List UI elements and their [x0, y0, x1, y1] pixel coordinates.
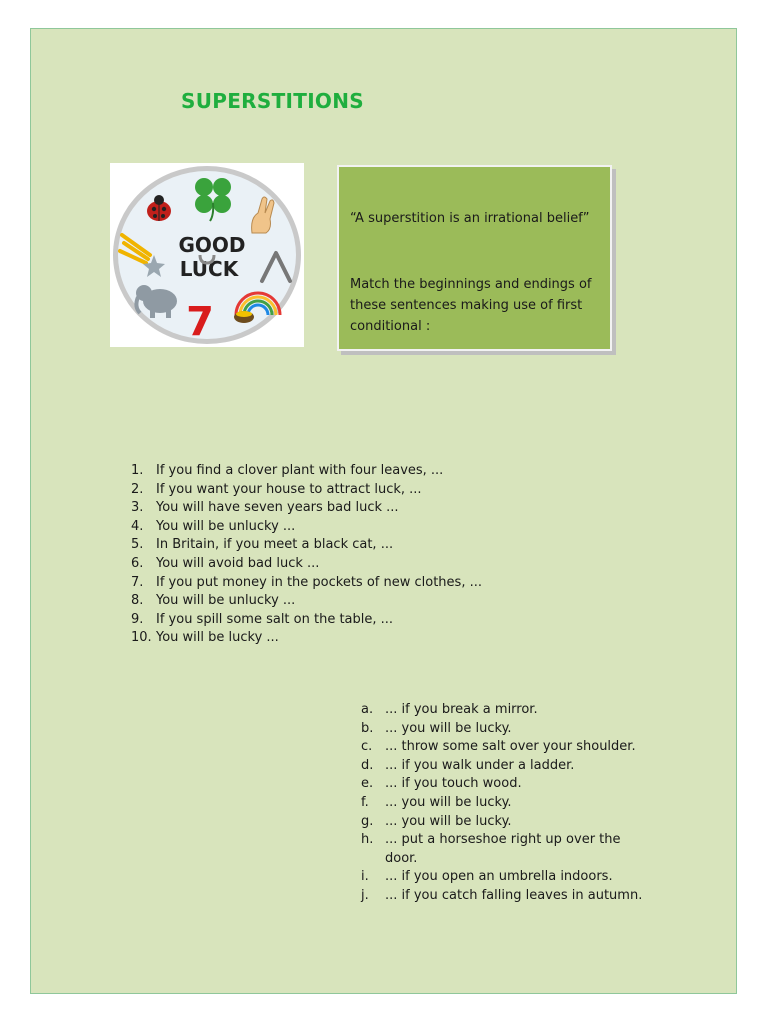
item-number: 7. — [131, 574, 144, 590]
item-text: ... if you walk under a ladder. — [385, 757, 575, 773]
item-letter: j. — [361, 887, 369, 903]
item-text: You will have seven years bad luck ... — [156, 500, 399, 516]
list-item — [131, 518, 482, 537]
list-item — [361, 794, 647, 813]
item-text: You will avoid bad luck ... — [156, 555, 320, 571]
item-number: 5. — [131, 537, 144, 553]
list-item — [131, 592, 482, 611]
item-letter: b. — [361, 720, 374, 736]
item-text: ... if you open an umbrella indoors. — [385, 869, 613, 885]
list-item — [361, 831, 647, 868]
badge-text-good: GOOD — [178, 233, 246, 257]
list-item — [131, 481, 482, 500]
list-item — [131, 462, 482, 481]
list-item — [361, 887, 647, 906]
list-item — [361, 868, 647, 887]
item-text: ... put a horseshoe right up over the door. — [385, 832, 621, 866]
list-item — [131, 629, 482, 648]
list-item — [361, 738, 647, 757]
item-number: 6. — [131, 555, 144, 571]
item-text: ... if you break a mirror. — [385, 702, 538, 717]
item-number: 8. — [131, 593, 144, 609]
list-item — [361, 813, 647, 832]
item-text: In Britain, if you meet a black cat, ... — [156, 537, 394, 553]
item-number: 9. — [131, 611, 144, 627]
item-text: If you spill some salt on the table, ... — [156, 611, 394, 627]
item-letter: f. — [361, 794, 369, 810]
good-luck-badge-image — [110, 163, 304, 347]
item-number: 3. — [131, 500, 144, 516]
item-number: 1. — [131, 463, 144, 478]
item-number: 2. — [131, 481, 144, 497]
item-letter: e. — [361, 776, 374, 792]
list-item — [361, 775, 647, 794]
item-text: If you want your house to attract luck, ... — [156, 481, 422, 497]
superstition-definition-quote: “A superstition is an irrational belief” — [350, 211, 590, 226]
list-item — [131, 499, 482, 518]
page-title: SUPERSTITIONS — [181, 89, 364, 113]
item-text: You will be unlucky ... — [156, 518, 296, 534]
list-item — [131, 555, 482, 574]
item-text: ... if you touch wood. — [385, 776, 522, 792]
item-text: ... throw some salt over your shoulder. — [385, 739, 636, 755]
list-item — [361, 720, 647, 739]
list-item — [361, 757, 647, 776]
item-number: 4. — [131, 518, 144, 534]
item-letter: c. — [361, 739, 373, 755]
list-item — [131, 611, 482, 630]
item-text: If you find a clover plant with four leaves, ... — [156, 463, 444, 478]
item-number: 10. — [131, 630, 152, 646]
list-item — [361, 701, 647, 720]
item-letter: h. — [361, 832, 374, 848]
quote-box — [337, 165, 612, 351]
worksheet-page — [30, 28, 737, 994]
item-letter: a. — [361, 702, 374, 717]
good-luck-badge-graphic — [110, 163, 304, 347]
item-letter: g. — [361, 813, 374, 829]
badge-text-luck: LUCK — [179, 257, 239, 281]
sentence-endings-list — [361, 701, 647, 906]
item-letter: i. — [361, 869, 369, 885]
item-letter: d. — [361, 757, 374, 773]
item-text: ... you will be lucky. — [385, 813, 512, 829]
item-text: You will be unlucky ... — [156, 593, 296, 609]
exercise-instructions: Match the beginnings and endings of these sentences making use of first conditional : — [350, 277, 592, 334]
item-text: You will be lucky ... — [156, 630, 279, 646]
list-item — [131, 536, 482, 555]
list-item — [131, 574, 482, 593]
item-text: ... you will be lucky. — [385, 794, 512, 810]
item-text: ... you will be lucky. — [385, 720, 512, 736]
sentence-beginnings-list — [131, 462, 482, 648]
item-text: ... if you catch falling leaves in autumn. — [385, 887, 643, 903]
badge-number-seven: 7 — [186, 299, 214, 345]
item-text: If you put money in the pockets of new clothes, ... — [156, 574, 482, 590]
